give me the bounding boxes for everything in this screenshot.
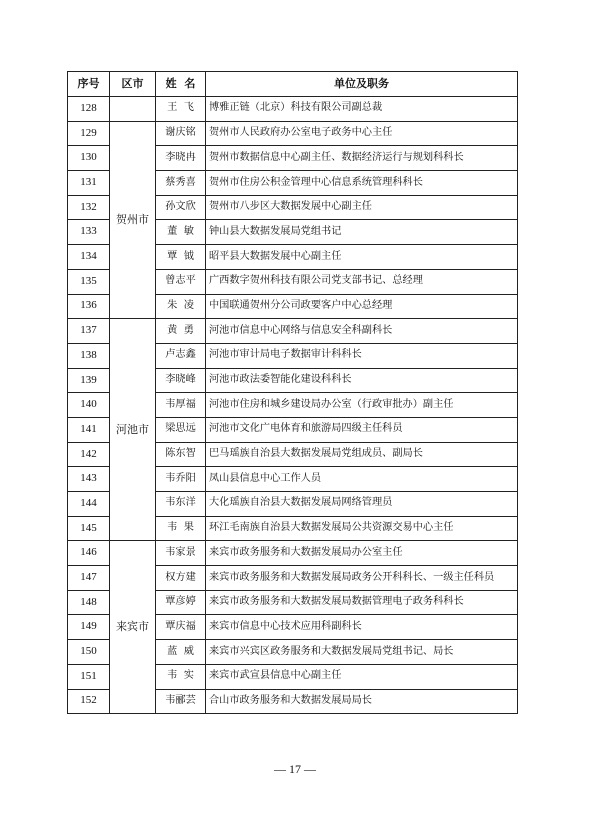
page-number: — 17 — [274, 762, 316, 776]
row-name: 韦 实 [156, 664, 206, 689]
row-seq: 138 [68, 343, 110, 368]
row-seq: 131 [68, 171, 110, 196]
row-name: 谢庆铭 [156, 121, 206, 146]
row-seq: 144 [68, 492, 110, 517]
row-position: 河池市政法委智能化建设科科长 [206, 368, 518, 393]
row-name: 覃庆福 [156, 615, 206, 640]
row-name: 董 敏 [156, 220, 206, 245]
row-name: 梁思远 [156, 417, 206, 442]
row-seq: 143 [68, 467, 110, 492]
row-position: 河池市审计局电子数据审计科科长 [206, 343, 518, 368]
row-region: 河池市 [110, 319, 156, 541]
row-position: 巴马瑶族自治县大数据发展局党组成员、副局长 [206, 442, 518, 467]
row-seq: 141 [68, 417, 110, 442]
row-name: 韦 果 [156, 516, 206, 541]
personnel-table [67, 71, 518, 714]
row-name: 黄 勇 [156, 319, 206, 344]
row-name: 权方建 [156, 566, 206, 591]
row-region [110, 97, 156, 122]
row-name: 陈东智 [156, 442, 206, 467]
row-seq: 139 [68, 368, 110, 393]
row-position: 来宾市政务服务和大数据发展局政务公开科科长、一级主任科员 [206, 566, 518, 591]
row-position: 来宾市政务服务和大数据发展局办公室主任 [206, 541, 518, 566]
row-position: 贺州市人民政府办公室电子政务中心主任 [206, 121, 518, 146]
header-region: 区市 [110, 72, 156, 97]
row-seq: 137 [68, 319, 110, 344]
row-seq: 147 [68, 566, 110, 591]
header-seq: 序号 [68, 72, 110, 97]
row-position: 河池市文化广电体育和旅游局四级主任科员 [206, 417, 518, 442]
row-name: 韦乔阳 [156, 467, 206, 492]
row-seq: 132 [68, 195, 110, 220]
row-position: 钟山县大数据发展局党组书记 [206, 220, 518, 245]
row-seq: 148 [68, 590, 110, 615]
table-row [68, 319, 518, 344]
row-seq: 150 [68, 640, 110, 665]
row-seq: 146 [68, 541, 110, 566]
table-row [68, 121, 518, 146]
row-seq: 136 [68, 294, 110, 319]
row-position: 博雅正链（北京）科技有限公司副总裁 [206, 97, 518, 122]
row-name: 韦东洋 [156, 492, 206, 517]
row-name: 朱 凌 [156, 294, 206, 319]
row-position: 河池市住房和城乡建设局办公室（行政审批办）副主任 [206, 393, 518, 418]
row-name: 卢志鑫 [156, 343, 206, 368]
row-name: 李晓峰 [156, 368, 206, 393]
row-position: 来宾市政务服务和大数据发展局数据管理电子政务科科长 [206, 590, 518, 615]
row-name: 覃 钺 [156, 245, 206, 270]
row-name: 韦厚福 [156, 393, 206, 418]
row-position: 凤山县信息中心工作人员 [206, 467, 518, 492]
row-seq: 130 [68, 146, 110, 171]
row-seq: 135 [68, 269, 110, 294]
row-seq: 134 [68, 245, 110, 270]
row-position: 广西数字贺州科技有限公司党支部书记、总经理 [206, 269, 518, 294]
row-position: 来宾市兴宾区政务服务和大数据发展局党组书记、局长 [206, 640, 518, 665]
row-region: 来宾市 [110, 541, 156, 714]
row-seq: 149 [68, 615, 110, 640]
row-seq: 140 [68, 393, 110, 418]
row-name: 韦家景 [156, 541, 206, 566]
row-name: 韦郦芸 [156, 689, 206, 714]
row-seq: 133 [68, 220, 110, 245]
row-position: 来宾市武宣县信息中心副主任 [206, 664, 518, 689]
row-position: 贺州市数据信息中心副主任、数据经济运行与规划科科长 [206, 146, 518, 171]
table-header-row [68, 72, 518, 97]
row-name: 李晓冉 [156, 146, 206, 171]
row-position: 大化瑶族自治县大数据发展局网络管理员 [206, 492, 518, 517]
table-body [68, 97, 518, 714]
row-seq: 151 [68, 664, 110, 689]
row-position: 中国联通贺州分公司政要客户中心总经理 [206, 294, 518, 319]
row-name: 蓝 威 [156, 640, 206, 665]
row-name: 覃彦婷 [156, 590, 206, 615]
row-seq: 152 [68, 689, 110, 714]
row-position: 贺州市住房公积金管理中心信息系统管理科科长 [206, 171, 518, 196]
row-position: 来宾市信息中心技术应用科副科长 [206, 615, 518, 640]
row-seq: 129 [68, 121, 110, 146]
row-name: 蔡秀喜 [156, 171, 206, 196]
row-name: 曾志平 [156, 269, 206, 294]
row-region: 贺州市 [110, 121, 156, 319]
header-position: 单位及职务 [206, 72, 518, 97]
table-row [68, 541, 518, 566]
table-row [68, 97, 518, 122]
row-position: 合山市政务服务和大数据发展局局长 [206, 689, 518, 714]
row-position: 河池市信息中心网络与信息安全科副科长 [206, 319, 518, 344]
header-name: 姓 名 [156, 72, 206, 97]
row-position: 昭平县大数据发展中心副主任 [206, 245, 518, 270]
row-seq: 142 [68, 442, 110, 467]
row-seq: 145 [68, 516, 110, 541]
row-name: 孙文欣 [156, 195, 206, 220]
row-seq: 128 [68, 97, 110, 122]
row-position: 环江毛南族自治县大数据发展局公共资源交易中心主任 [206, 516, 518, 541]
row-name: 王 飞 [156, 97, 206, 122]
row-position: 贺州市八步区大数据发展中心副主任 [206, 195, 518, 220]
